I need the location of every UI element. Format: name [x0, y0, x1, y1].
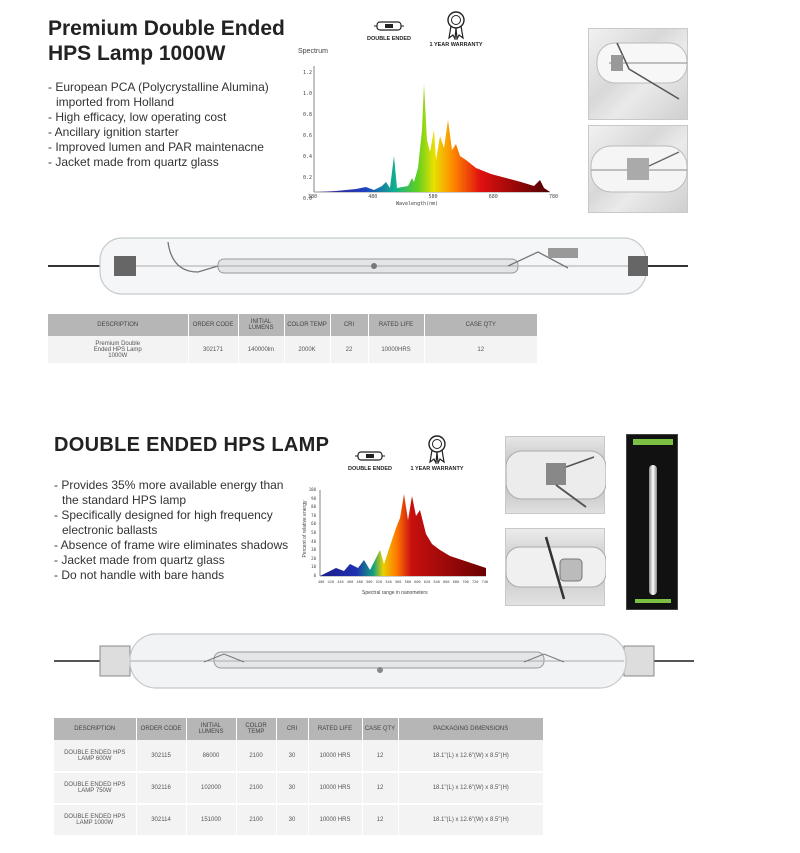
spectrum-chart-1 — [296, 46, 566, 211]
product-box-photo — [626, 434, 678, 610]
warranty-badge — [408, 434, 466, 472]
spectrum-y-ticks — [306, 486, 316, 581]
table-cell: 10000 HRS — [308, 740, 362, 772]
feature-item: - Ancillary ignition starter — [48, 125, 288, 140]
table-cell: 18.1"(L) x 12.6"(W) x 8.5"(H) — [398, 804, 544, 836]
spectrum-x-label: Wavelength(nm) — [396, 201, 439, 207]
y-tick: 0.2 — [302, 175, 312, 181]
x-tick: 380 — [308, 194, 318, 200]
x-tick: 460 — [346, 580, 354, 584]
spectrum-chart-2 — [298, 486, 494, 600]
table-cell: 10000 HRS — [308, 772, 362, 804]
table-header-row — [54, 718, 544, 740]
feature-item: - Specifically designed for high frequency — [54, 508, 294, 523]
x-tick: 440 — [337, 580, 344, 584]
column-header: ORDER CODE — [136, 718, 186, 740]
column-header: RATED LIFE — [368, 314, 424, 336]
x-tick: 620 — [423, 580, 431, 584]
spectrum-plot — [318, 488, 488, 580]
x-tick: 720 — [472, 580, 479, 584]
feature-item: - Absence of frame wire eliminates shadows — [54, 538, 294, 553]
double-ended-lamp-icon — [374, 18, 404, 34]
table-cell: 302116 — [136, 772, 186, 804]
feature-item-continuation: the standard HPS lamp — [62, 493, 187, 507]
column-header: CASE QTY — [362, 718, 398, 740]
y-tick: 0.4 — [302, 154, 312, 160]
table-cell: 2000K — [284, 336, 330, 364]
column-header: RATED LIFE — [308, 718, 362, 740]
column-header: INITIAL LUMENS — [186, 718, 236, 740]
warranty-label: 1 YEAR WARRANTY — [429, 42, 483, 48]
x-tick: 680 — [488, 194, 498, 200]
product1-features — [48, 80, 288, 170]
double-ended-label: DOUBLE ENDED — [347, 466, 392, 472]
x-tick: 520 — [375, 580, 383, 584]
y-tick: 20 — [311, 555, 316, 561]
double-ended-label: DOUBLE ENDED — [366, 36, 411, 42]
y-tick: 0.8 — [302, 112, 312, 118]
table-cell: 151000 — [186, 804, 236, 836]
y-tick: 0.0 — [302, 196, 312, 202]
table-cell: 18.1"(L) x 12.6"(W) x 8.5"(H) — [398, 772, 544, 804]
y-tick: 30 — [311, 547, 316, 553]
double-ended-lamp-image — [54, 628, 700, 694]
y-tick: 80 — [311, 504, 316, 510]
table-cell: 10000 HRS — [308, 804, 362, 836]
warranty-badge — [428, 10, 484, 48]
x-tick: 420 — [327, 580, 334, 584]
x-tick: 580 — [404, 580, 411, 584]
column-header: PACKAGING DIMENSIONS — [398, 718, 544, 740]
table-cell: 18.1"(L) x 12.6"(W) x 8.5"(H) — [398, 740, 544, 772]
table-cell: 140000lm — [238, 336, 284, 364]
double-ended-lamp-icon — [355, 448, 385, 464]
x-tick: 580 — [428, 194, 438, 200]
y-tick: 0.6 — [302, 133, 312, 139]
table-cell: 302115 — [136, 740, 186, 772]
spectrum-title: Spectrum — [298, 48, 328, 55]
spectrum-x-label: Spectral range in nanometers — [362, 590, 428, 596]
x-tick: 680 — [452, 580, 460, 584]
table-cell: 2100 — [236, 740, 276, 772]
table-cell: 12 — [362, 740, 398, 772]
table-cell: 102000 — [186, 772, 236, 804]
x-tick: 740 — [481, 580, 488, 584]
column-header: COLOR TEMP — [284, 314, 330, 336]
award-ribbon-icon — [445, 10, 467, 40]
feature-item-continuation: imported from Holland — [56, 95, 175, 109]
table-cell: 2100 — [236, 804, 276, 836]
column-header: CASE QTY — [424, 314, 538, 336]
feature-item: - Improved lumen and PAR maintenacne — [48, 140, 288, 155]
spectrum-x-ticks — [308, 194, 558, 200]
table-cell: DOUBLE ENDED HPS LAMP 750W — [54, 772, 136, 804]
x-tick: 540 — [385, 580, 392, 584]
table-cell: Premium Double Ended HPS Lamp 1000W — [48, 336, 188, 364]
product2-title: DOUBLE ENDED HPS LAMP — [54, 434, 330, 456]
lamp-end-closeup-photo — [505, 436, 605, 514]
y-tick: 0 — [313, 572, 316, 578]
feature-item: - Provides 35% more available energy than — [54, 478, 294, 493]
table-row — [48, 336, 538, 364]
table-cell: 302114 — [136, 804, 186, 836]
x-tick: 400 — [318, 580, 325, 584]
column-header: CRI — [330, 314, 368, 336]
y-tick: 60 — [311, 521, 316, 527]
y-tick: 10 — [311, 564, 316, 570]
spectrum-plot — [296, 60, 566, 210]
table-row — [54, 804, 544, 836]
x-tick: 700 — [462, 580, 469, 584]
table-cell: 30 — [276, 740, 308, 772]
y-tick: 1.2 — [302, 70, 312, 76]
table-row — [54, 740, 544, 772]
table-cell: 12 — [424, 336, 538, 364]
lamp-socket-closeup-photo — [505, 528, 605, 606]
x-tick: 480 — [356, 580, 363, 584]
x-tick: 480 — [368, 194, 378, 200]
double-ended-badge — [344, 448, 396, 472]
table-cell: 12 — [362, 804, 398, 836]
y-tick: 1.0 — [302, 91, 312, 97]
feature-item: - Jacket made from quartz glass — [48, 155, 288, 170]
table-cell: DOUBLE ENDED HPS LAMP 1000W — [54, 804, 136, 836]
y-tick: 50 — [311, 529, 316, 535]
box-lamp-graphic — [649, 465, 657, 595]
x-tick: 640 — [433, 580, 440, 584]
lamp-closeup-photo — [588, 28, 688, 120]
column-header: DESCRIPTION — [54, 718, 136, 740]
table-cell: 30 — [276, 804, 308, 836]
product2-features — [54, 478, 294, 583]
feature-item: - European PCA (Polycrystalline Alumina) — [48, 80, 288, 95]
column-header: ORDER CODE — [188, 314, 238, 336]
lamp-arc-tube-photo — [588, 125, 688, 213]
double-ended-badge — [363, 18, 415, 42]
y-tick: 40 — [311, 538, 316, 544]
product1-spec-table — [48, 314, 538, 365]
table-cell: 86000 — [186, 740, 236, 772]
table-row — [54, 772, 544, 804]
feature-item: - Jacket made from quartz glass — [54, 553, 294, 568]
column-header: INITIAL LUMENS — [238, 314, 284, 336]
table-cell: 2100 — [236, 772, 276, 804]
x-tick: 780 — [548, 194, 558, 200]
box-bottom-strip — [635, 599, 671, 603]
product1-title-line2: HPS Lamp 1000W — [48, 42, 226, 65]
feature-item: - High efficacy, low operating cost — [48, 110, 288, 125]
table-cell: 10000HRS — [368, 336, 424, 364]
column-header: DESCRIPTION — [48, 314, 188, 336]
column-header: CRI — [276, 718, 308, 740]
x-tick: 500 — [366, 580, 373, 584]
spectrum-x-ticks — [318, 580, 488, 584]
product1-title-line1: Premium Double Ended — [48, 17, 285, 40]
table-cell: 30 — [276, 772, 308, 804]
warranty-label: 1 YEAR WARRANTY — [410, 466, 464, 472]
table-cell: 22 — [330, 336, 368, 364]
feature-item-continuation: electronic ballasts — [62, 523, 158, 537]
feature-item: - Do not handle with bare hands — [54, 568, 294, 583]
y-tick: 100 — [308, 487, 316, 492]
x-tick: 660 — [443, 580, 450, 584]
product2-spec-table — [54, 718, 544, 837]
y-tick: 70 — [311, 512, 316, 518]
table-cell: DOUBLE ENDED HPS LAMP 600W — [54, 740, 136, 772]
spectrum-y-label: Percent of relative energy — [302, 500, 308, 558]
spectrum-y-ticks — [296, 63, 312, 210]
box-brand-strip — [633, 439, 673, 445]
table-header-row — [48, 314, 538, 336]
product1-title — [48, 16, 285, 66]
table-cell: 12 — [362, 772, 398, 804]
column-header: COLOR TEMP — [236, 718, 276, 740]
table-cell: 302171 — [188, 336, 238, 364]
x-tick: 600 — [414, 580, 421, 584]
lamp-1000w-image — [48, 232, 698, 300]
y-tick: 90 — [311, 495, 316, 501]
award-ribbon-icon — [426, 434, 448, 464]
x-tick: 560 — [395, 580, 402, 584]
